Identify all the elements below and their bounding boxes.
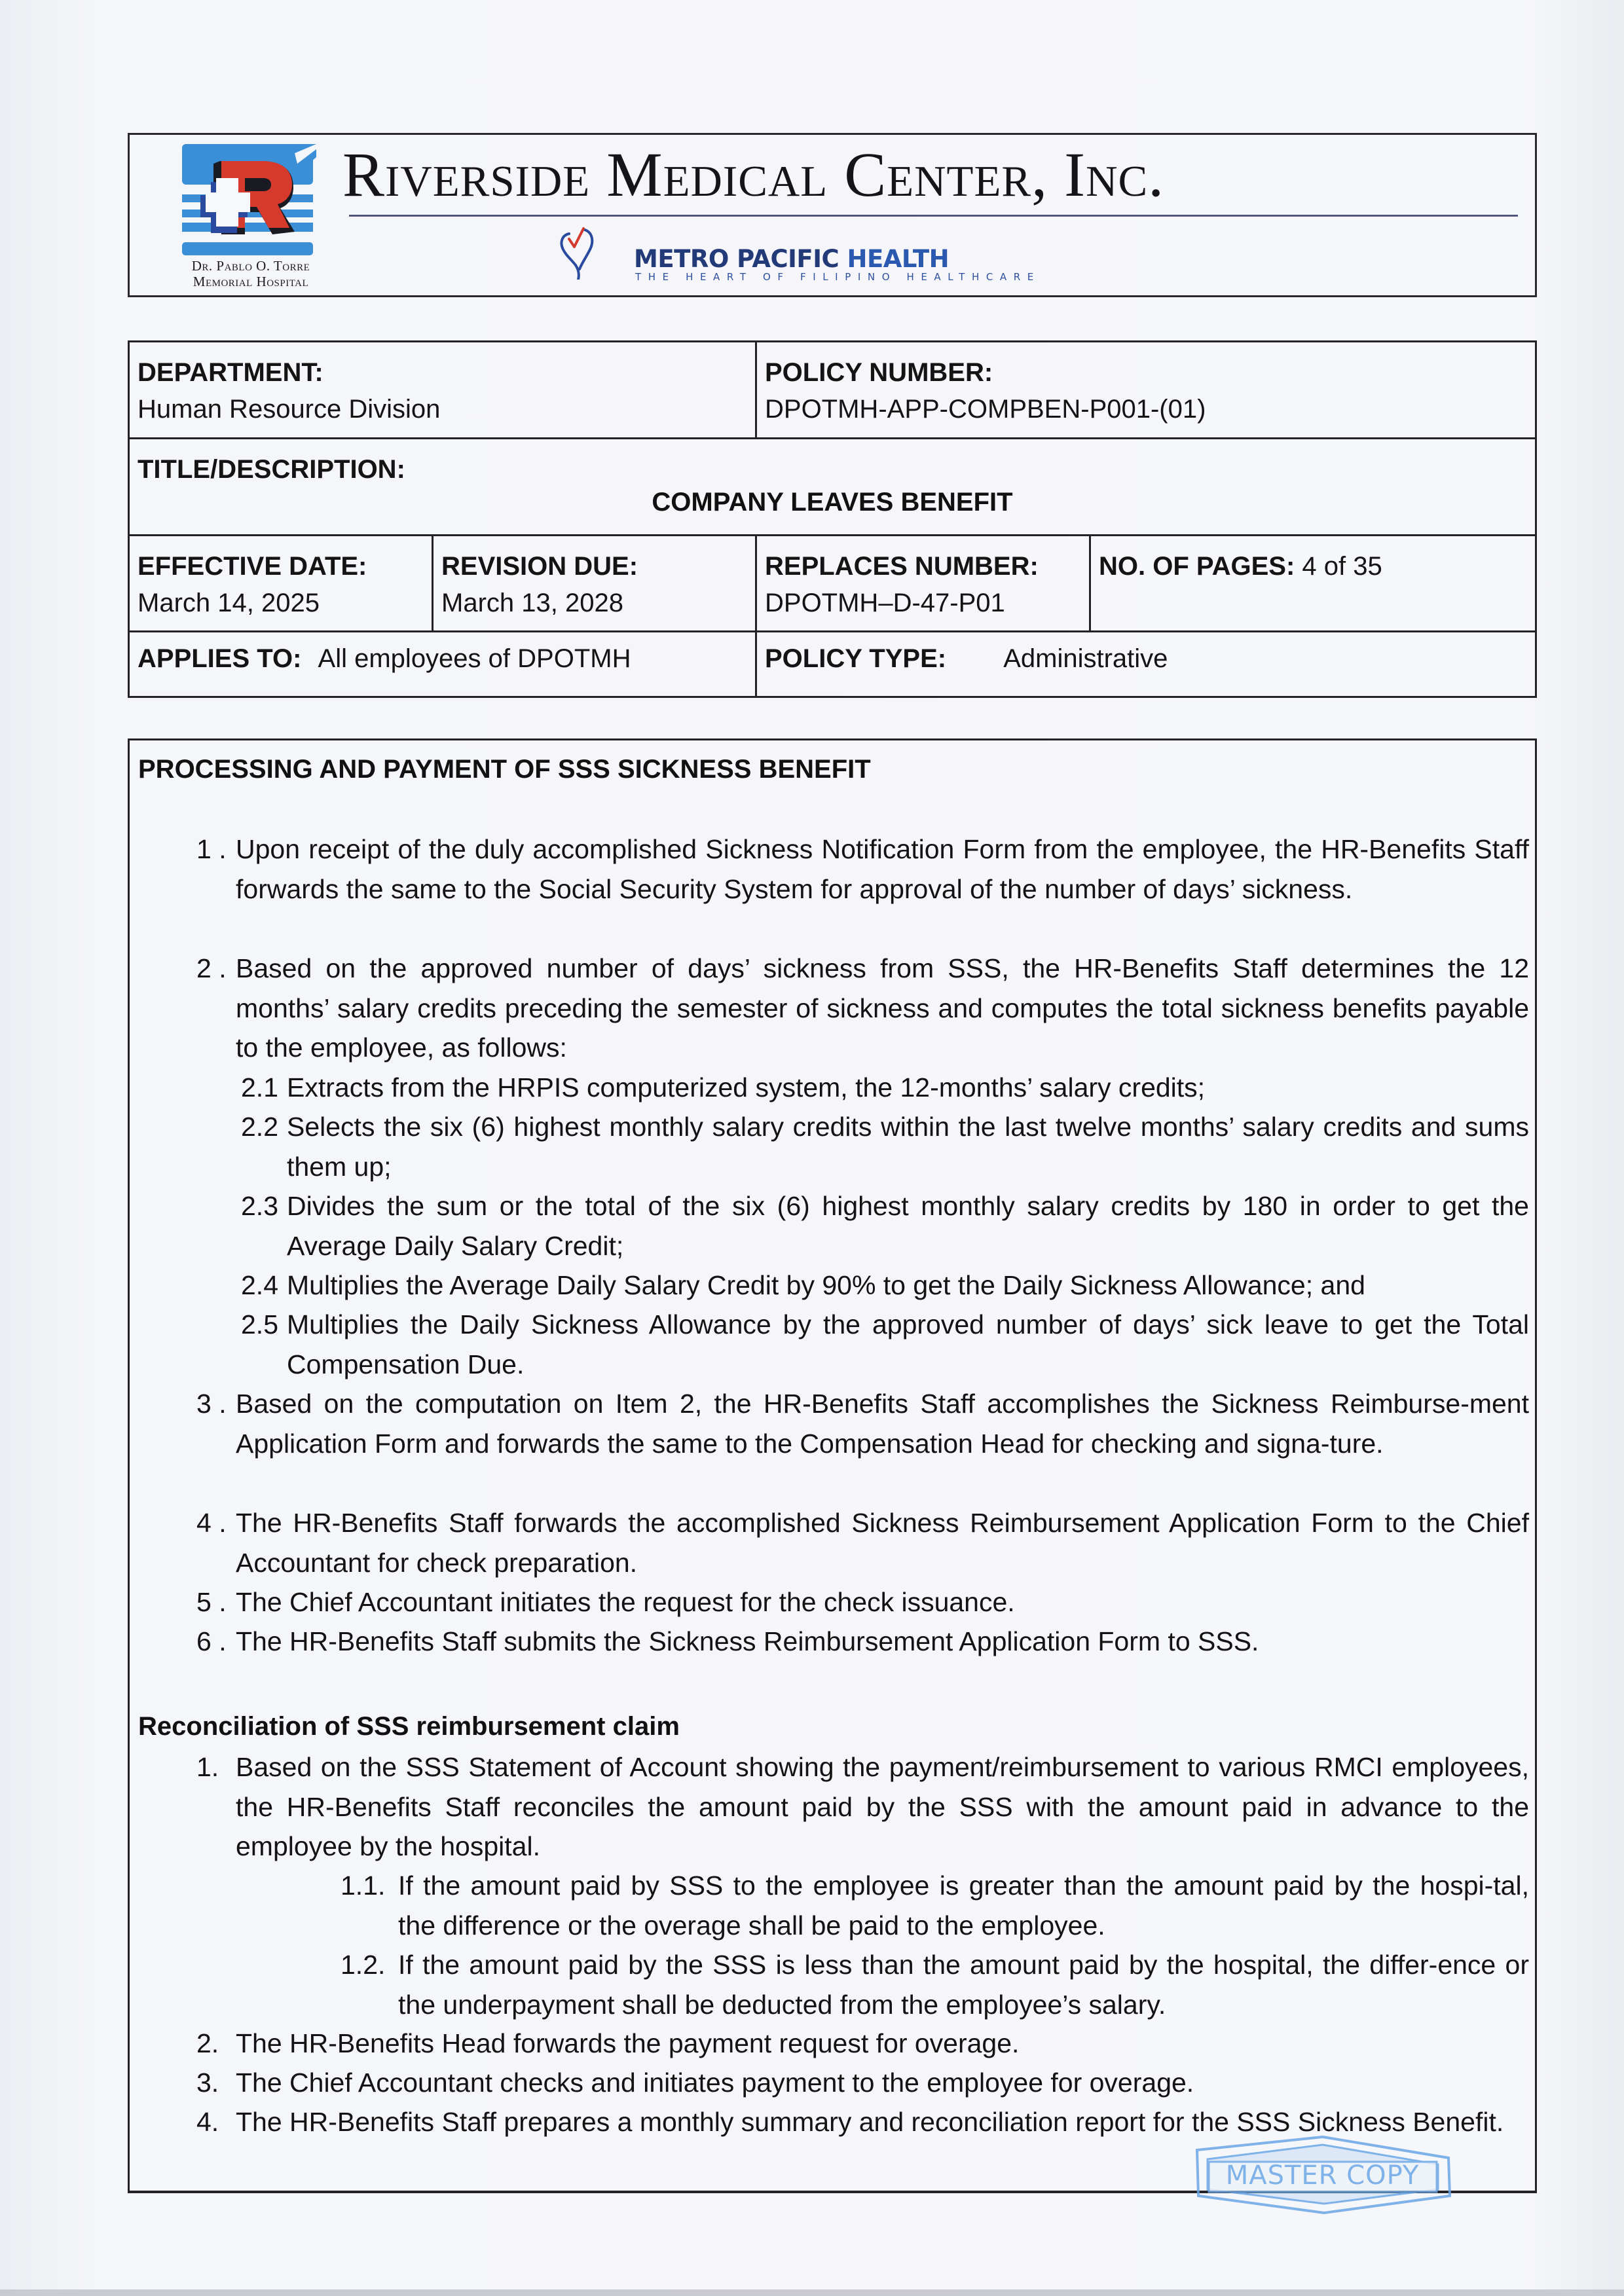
policy-number-label: POLICY NUMBER: xyxy=(765,358,993,387)
sub-list-item xyxy=(241,1266,1529,1305)
hospital-logo-icon xyxy=(182,144,316,257)
list-item xyxy=(196,2024,1529,2064)
list-item xyxy=(196,949,1529,1068)
policy-type-label: POLICY TYPE: xyxy=(765,644,947,673)
revision-due-cell xyxy=(434,536,755,631)
policy-title: COMPANY LEAVES BENEFIT xyxy=(652,488,1013,517)
list-item xyxy=(196,2063,1529,2103)
partner-name-part2: HEALTH xyxy=(847,245,950,273)
pages-value: 4 of 35 xyxy=(1302,552,1382,581)
item-number: 5 . xyxy=(196,1587,227,1617)
policy-number-value: DPOTMH-APP-COMPBEN-P001-(01) xyxy=(765,395,1206,424)
replaces-number-value: DPOTMH–D-47-P01 xyxy=(765,589,1005,617)
item-number: 3. xyxy=(196,2068,219,2098)
sub-item-number: 1.1. xyxy=(341,1870,386,1901)
sub-list-item xyxy=(241,1068,1529,1108)
item-text: The HR-Benefits Staff submits the Sickness Reimbursement Application Form to SSS. xyxy=(236,1626,1259,1656)
department-cell xyxy=(130,342,755,437)
item-number: 6 . xyxy=(196,1626,227,1656)
sub-item-number: 2.1 xyxy=(241,1072,278,1102)
item-number: 1 . xyxy=(196,834,227,864)
item-number: 4 . xyxy=(196,1508,227,1538)
sub-list-item xyxy=(341,1866,1529,1945)
list-item xyxy=(196,1622,1529,1662)
policy-type-cell xyxy=(757,632,1536,698)
item-text: The HR-Benefits Head forwards the payment request for overage. xyxy=(236,2028,1020,2058)
company-title: Riverside Medical Center, Inc. xyxy=(342,139,1165,210)
policy-number-cell xyxy=(757,342,1536,437)
policy-type-value: Administrative xyxy=(1003,644,1168,673)
item-text: The HR-Benefits Staff prepares a monthly summary and reconciliation report for the SSS Sickness Benefit. xyxy=(236,2107,1504,2137)
list-item xyxy=(196,1384,1529,1463)
sub-list-item xyxy=(241,1305,1529,1384)
policy-info-table xyxy=(128,340,1537,698)
pages-cell xyxy=(1091,536,1536,631)
sub-item-text: If the amount paid by the SSS is less than the amount paid by the hospital, the differ-ence or the underpayment shall be deducted from the employee’s salary. xyxy=(398,1950,1529,2020)
sub-list-item xyxy=(241,1107,1529,1186)
partner-brand-name xyxy=(634,246,949,272)
title-divider xyxy=(349,215,1518,217)
item-text: Based on the SSS Statement of Account showing the payment/reimbursement to various RMCI employees, the HR-Benefits Staff reconciles the amount paid by the SSS with the amount paid in advance to the employee by the hospital. xyxy=(236,1752,1529,1861)
item-number: 4. xyxy=(196,2107,219,2137)
stamp-text: MASTER COPY xyxy=(1225,2160,1420,2191)
sub-item-number: 2.5 xyxy=(241,1309,278,1339)
heart-checkmark-icon xyxy=(559,226,595,280)
item-number: 3 . xyxy=(196,1389,227,1419)
item-text: The Chief Accountant initiates the request for the check issuance. xyxy=(236,1587,1015,1617)
replaces-number-label: REPLACES NUMBER: xyxy=(765,552,1039,581)
policy-content xyxy=(128,738,1537,2193)
list-item xyxy=(196,1747,1529,1867)
list-item xyxy=(196,1582,1529,1622)
hospital-name-caption xyxy=(153,258,349,289)
applies-to-cell xyxy=(130,632,755,698)
effective-date-value: March 14, 2025 xyxy=(138,589,320,617)
partner-tagline: THE HEART OF FILIPINO HEALTHCARE xyxy=(635,271,1041,283)
section-heading-reconciliation: Reconciliation of SSS reimbursement claim xyxy=(138,1712,680,1741)
sub-item-number: 2.4 xyxy=(241,1270,278,1300)
list-item xyxy=(196,829,1529,909)
item-text: The HR-Benefits Staff forwards the accomplished Sickness Reimbursement Application Form to the Chief Accountant for check preparation. xyxy=(236,1508,1529,1578)
item-text: Based on the computation on Item 2, the HR-Benefits Staff accomplishes the Sickness Reimburse-ment Application Form and forwards the same to the Compensation Head for checking and signa-ture. xyxy=(236,1389,1529,1459)
sub-list-item xyxy=(341,1945,1529,2024)
sub-item-text: Extracts from the HRPIS computerized system, the 12-months’ salary credits; xyxy=(287,1072,1206,1102)
effective-date-label: EFFECTIVE DATE: xyxy=(138,552,367,581)
page-bottom-edge xyxy=(0,2289,1624,2296)
department-value: Human Resource Division xyxy=(138,395,441,424)
item-number: 2 . xyxy=(196,953,227,983)
master-copy-stamp xyxy=(1193,2136,1452,2214)
sub-item-number: 2.3 xyxy=(241,1191,278,1221)
logo-caption-line2: Memorial Hospital xyxy=(193,274,309,289)
sub-item-text: Multiplies the Daily Sickness Allowance by the approved number of days’ sick leave to get the Total Compensation Due. xyxy=(287,1309,1529,1379)
pages-label: NO. OF PAGES: xyxy=(1099,552,1295,581)
revision-due-value: March 13, 2028 xyxy=(441,589,623,617)
department-label: DEPARTMENT: xyxy=(138,358,323,387)
list-item xyxy=(196,1503,1529,1582)
item-number: 2. xyxy=(196,2028,219,2058)
item-text: The Chief Accountant checks and initiates payment to the employee for overage. xyxy=(236,2068,1194,2098)
title-description-label: TITLE/DESCRIPTION: xyxy=(138,455,405,484)
sub-item-text: Multiplies the Average Daily Salary Credit by 90% to get the Daily Sickness Allowance; and xyxy=(287,1270,1365,1300)
sub-item-number: 2.2 xyxy=(241,1112,278,1142)
partner-name-part1: METRO PACIFIC xyxy=(634,245,840,273)
revision-due-label: REVISION DUE: xyxy=(441,552,638,581)
sub-item-text: If the amount paid by SSS to the employee is greater than the amount paid by the hospi-tal, the difference or the overage shall be paid to the employee. xyxy=(398,1870,1529,1941)
item-number: 1. xyxy=(196,1752,219,1782)
item-text: Upon receipt of the duly accomplished Sickness Notification Form from the employee, the HR-Benefits Staff forwards the same to the Social Security System for approval of the number of days’ sickness. xyxy=(236,834,1529,904)
sub-item-number: 1.2. xyxy=(341,1950,386,1980)
item-text: Based on the approved number of days’ sickness from SSS, the HR-Benefits Staff determines the 12 months’ salary credits preceding the semester of sickness and computes the total sickness benefits payable to the employee, as follows: xyxy=(236,953,1529,1063)
replaces-number-cell xyxy=(757,536,1089,631)
applies-to-label: APPLIES TO: xyxy=(138,644,302,673)
sub-item-text: Divides the sum or the total of the six (6) highest monthly salary credits by 180 in order to get the Average Daily Salary Credit; xyxy=(287,1191,1529,1261)
section-heading-sss-sickness: PROCESSING AND PAYMENT OF SSS SICKNESS BENEFIT xyxy=(138,755,871,784)
logo-caption-line1: Dr. Pablo O. Torre xyxy=(191,258,310,274)
sub-item-text: Selects the six (6) highest monthly salary credits within the last twelve months’ salary credits and sums them up; xyxy=(287,1112,1529,1182)
letterhead xyxy=(128,133,1537,297)
applies-to-value: All employees of DPOTMH xyxy=(318,644,631,673)
sub-list-item xyxy=(241,1186,1529,1266)
effective-date-cell xyxy=(130,536,432,631)
